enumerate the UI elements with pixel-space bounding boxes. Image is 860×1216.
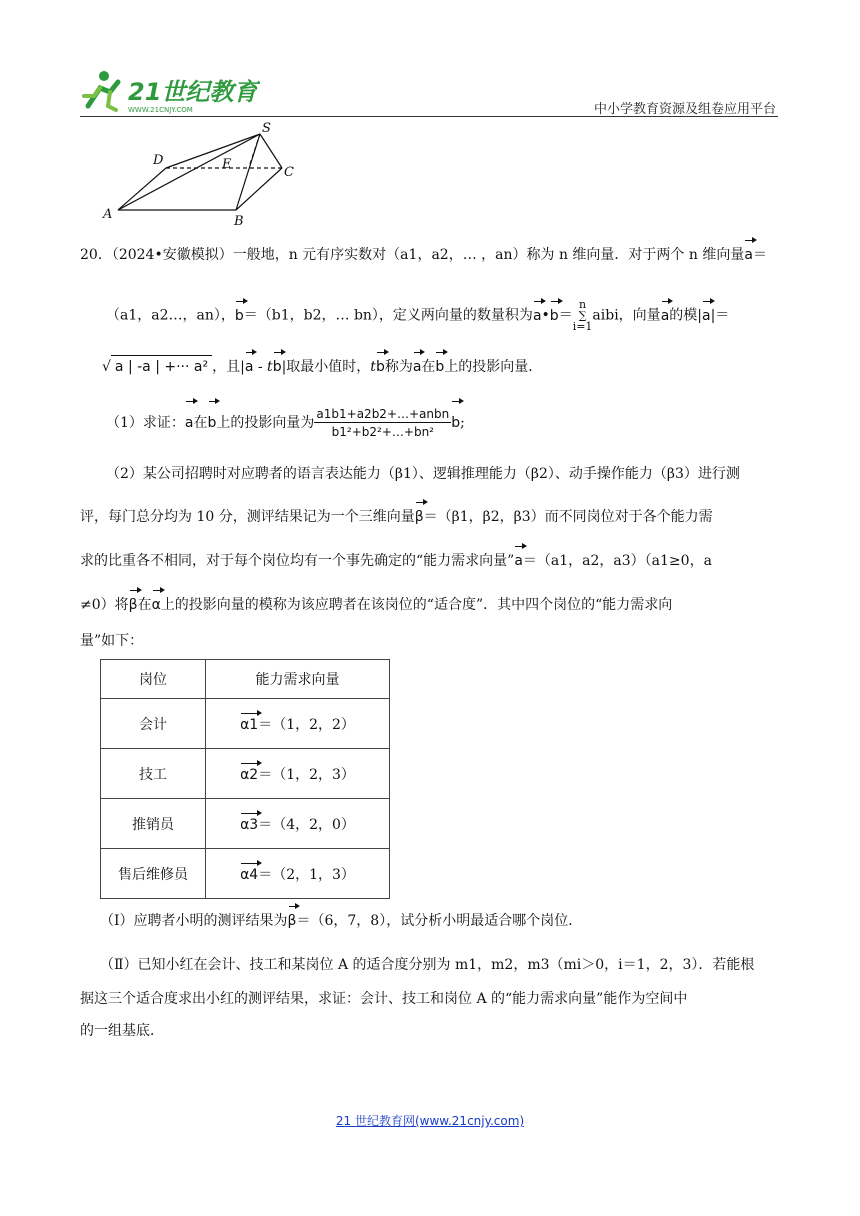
part-2-line-4: ≠0）将β在α上的投影向量的模称为该应聘者在该岗位的“适合度”．其中四个岗位的“能力需求向: [80, 594, 672, 616]
part-2-line-5: 量”如下：: [80, 633, 144, 649]
pyramid-figure: [96, 118, 306, 230]
table-row: [101, 749, 390, 799]
part-2-line-3: 求的比重各不相同，对于每个岗位均有一个事先确定的“能力需求向量”a＝（a1，a2，a3）（a1≥0，a: [80, 550, 712, 572]
label-a: A: [103, 207, 113, 222]
footer-link[interactable]: 21 世纪教育网(www.21cnjy.com): [335, 1114, 525, 1128]
part-2-line-2: 评，每门总分均为 10 分，测评结果记为一个三维向量β＝（β1，β2，β3）而不同岗位对于各个能力需: [80, 506, 713, 528]
label-c: C: [284, 165, 294, 180]
problem-line-3: √ a | -a | +··· a² ，且|a - tb|取最小值时，tb称为a在b上的投影向量．: [102, 355, 542, 378]
ability-requirement-table: [100, 659, 390, 899]
job-cell: 会计: [101, 699, 206, 749]
job-cell: 技工: [101, 749, 206, 799]
table-row: [101, 799, 390, 849]
label-s: S: [262, 121, 271, 136]
job-cell: 推销员: [101, 799, 206, 849]
problem-line-2: （a1，a2…，an），b＝（b1，b2，… bn），定义两向量的数量积为a•b＝n ∑ i=1aibi，向量a的模|a|＝: [106, 298, 730, 333]
vector-cell: α3＝（4，2，0）: [206, 799, 390, 849]
table-row: [101, 699, 390, 749]
sub-question-1: （Ⅰ）应聘者小明的测评结果为β＝（6，7，8），试分析小明最适合哪个岗位．: [100, 910, 582, 932]
part-2-line-1: （2）某公司招聘时对应聘者的语言表达能力（β1）、逻辑推理能力（β2）、动手操作能力（β3）进行测: [106, 466, 740, 482]
sub-question-2-line-3: 的一组基底．: [80, 1023, 164, 1039]
footer: [0, 1112, 860, 1129]
part-1: （1）求证：a在b上的投影向量为 $\frac{\text{a1b1+a2b2+…+anbn}}{\text{b1²+b2²+…+bn²}}$ b;: [106, 405, 465, 441]
label-d: D: [153, 153, 164, 168]
header-divider: [80, 116, 778, 117]
site-logo: [80, 66, 260, 116]
runner-icon: [84, 71, 118, 110]
sub-question-2-line-2: 据这三个适合度求出小红的测评结果，求证：会计、技工和岗位 A 的“能力需求向量”能作为空间中: [80, 991, 688, 1007]
vector-cell: α1＝（1，2，2）: [206, 699, 390, 749]
svg-text:21世纪教育: 21世纪教育: [128, 78, 258, 106]
job-cell: 售后维修员: [101, 849, 206, 899]
label-e: E: [222, 157, 232, 172]
table-row: [101, 849, 390, 899]
vector-cell: α4＝（2，1，3）: [206, 849, 390, 899]
problem-line-1: 20．（2024•安徽模拟）一般地，n 元有序实数对（a1，a2，… ，an）称为 n 维向量．对于两个 n 维向量a＝: [80, 244, 767, 266]
table-header-job: 岗位: [101, 660, 206, 699]
table-header-vector: 能力需求向量: [206, 660, 390, 699]
sub-question-2-line-1: （Ⅱ）已知小红在会计、技工和某岗位 A 的适合度分别为 m1，m2，m3（mi＞0，i＝1，2，3）．若能根: [100, 957, 755, 973]
label-b: B: [234, 214, 244, 229]
svg-text:WWW.21CNJY.COM: WWW.21CNJY.COM: [128, 106, 193, 114]
vector-cell: α2＝（1，2，3）: [206, 749, 390, 799]
platform-name: 中小学教育资源及组卷应用平台: [593, 102, 776, 117]
